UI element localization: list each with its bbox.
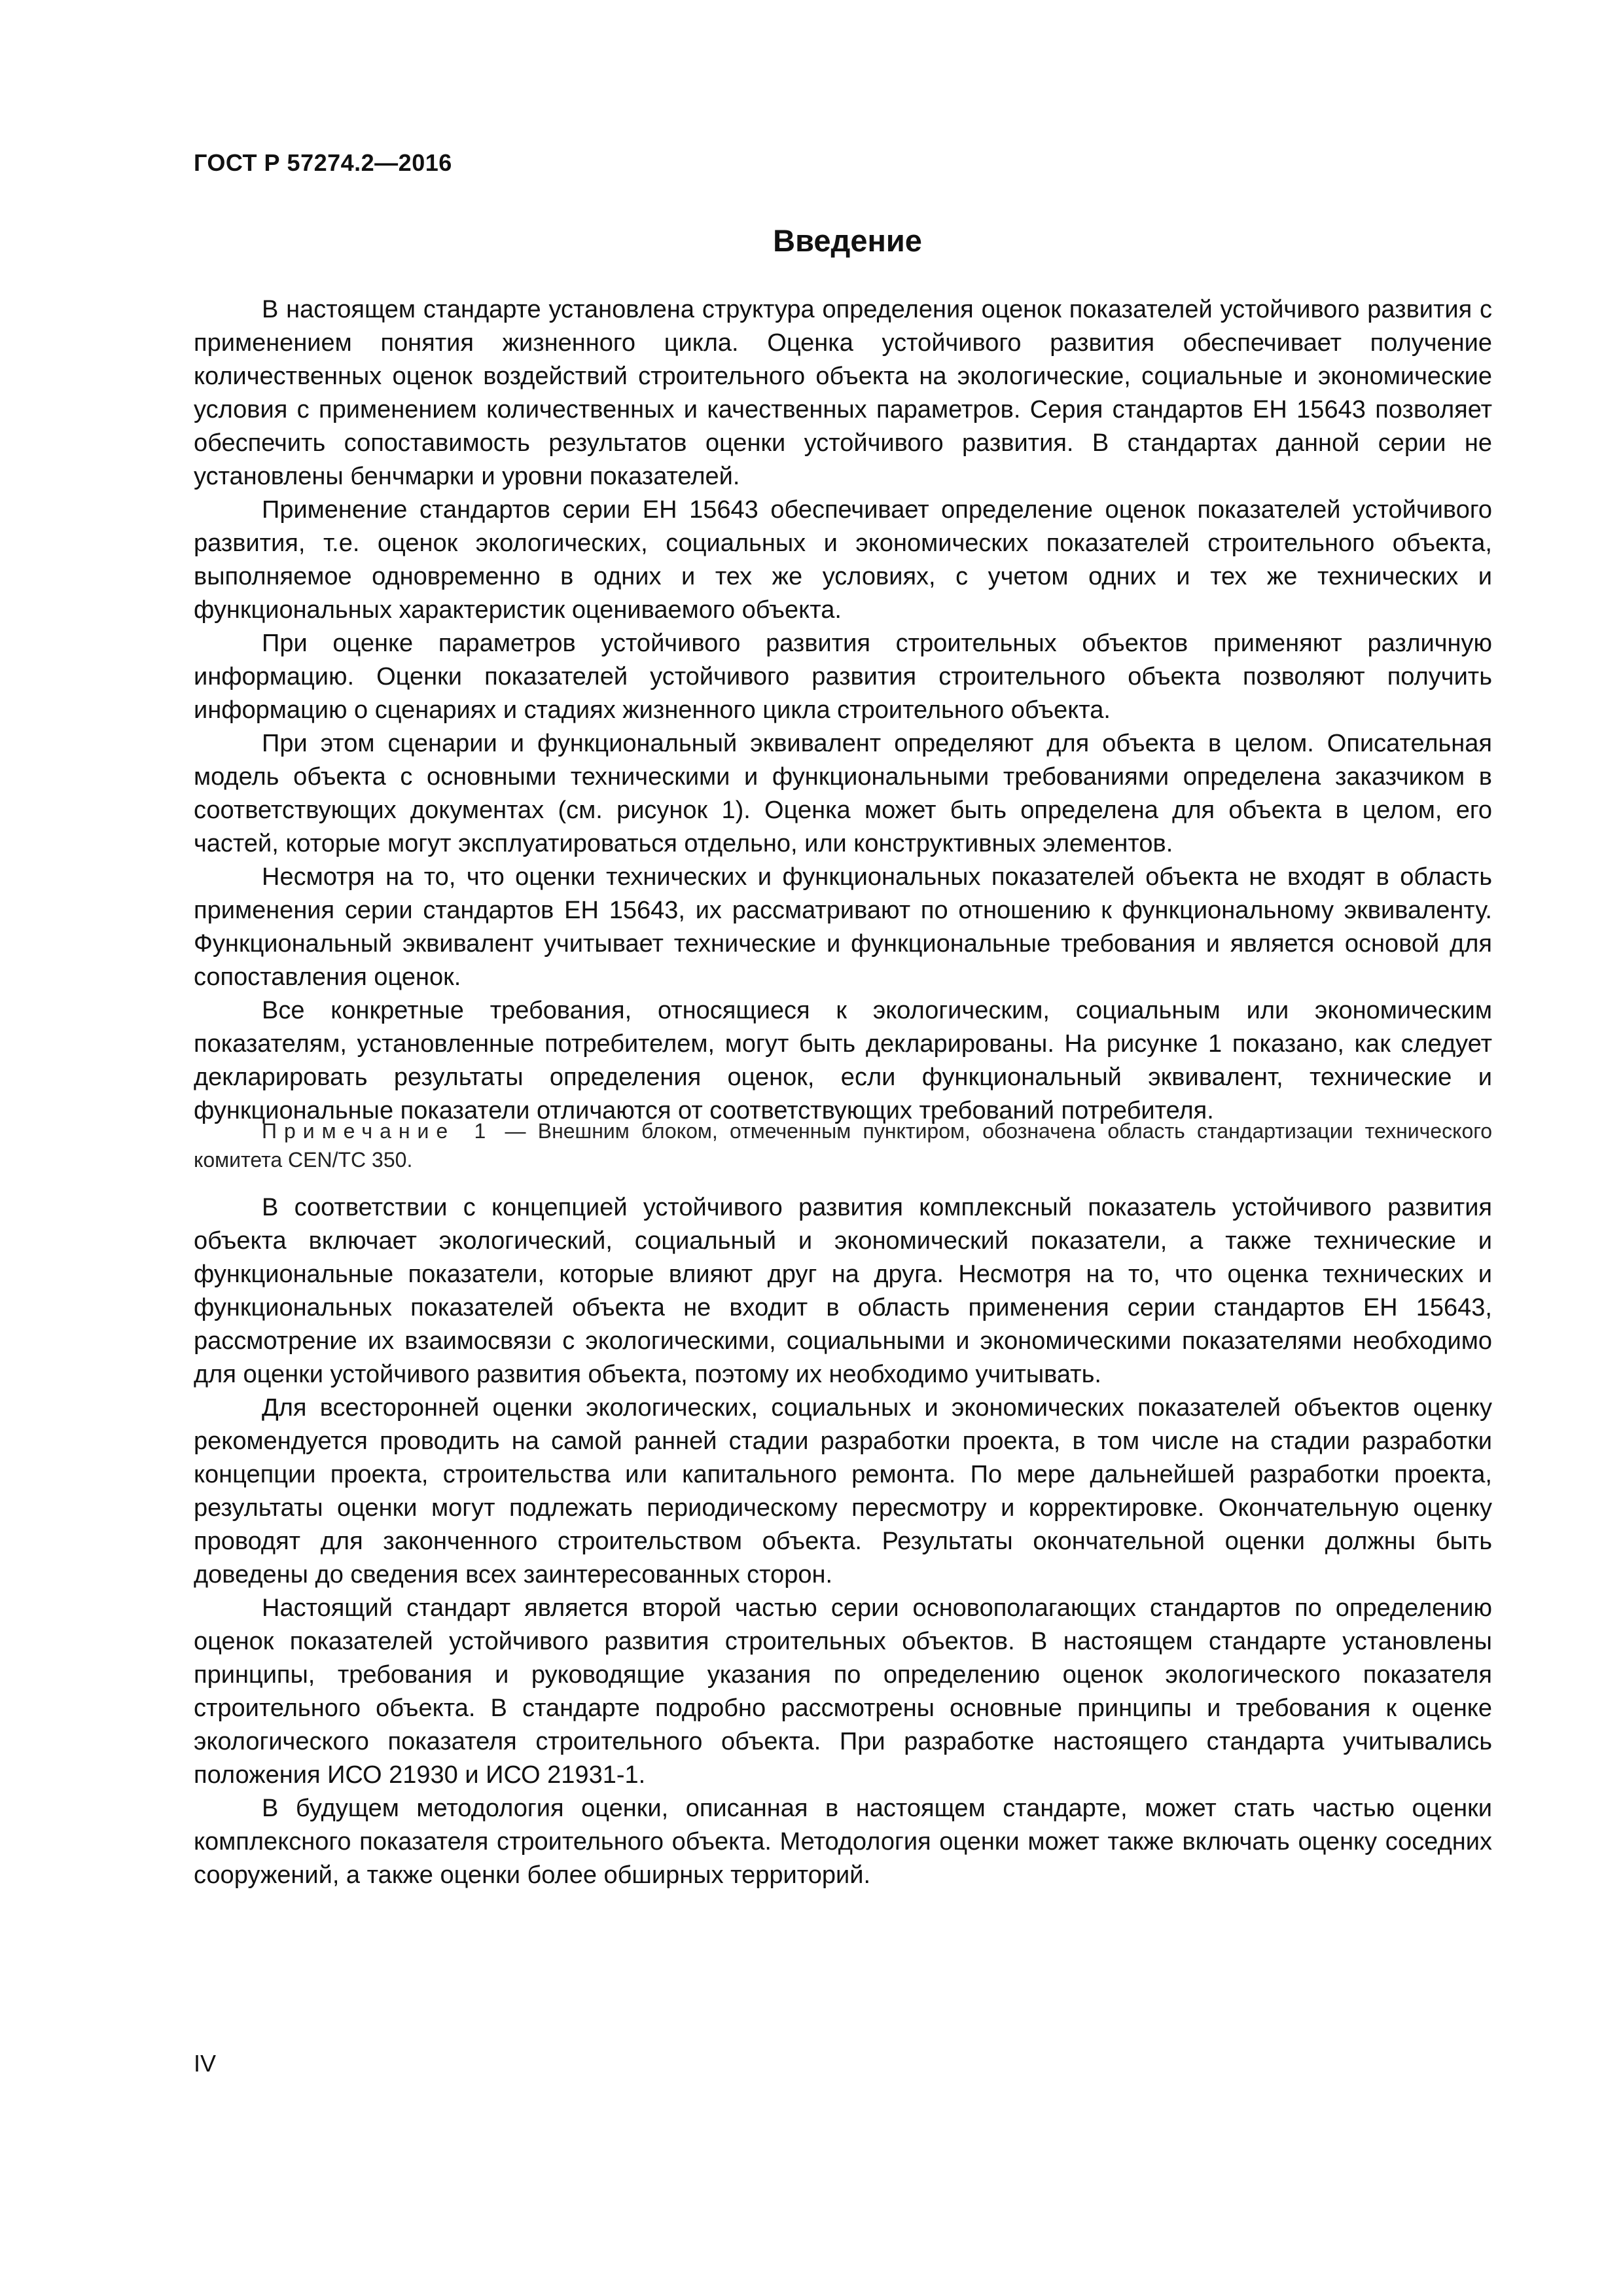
note xyxy=(194,1117,1492,1174)
note-text: — Внешним блоком, отмеченным пунктиром, обозначена область стандартизации технического комитета CEN/TC 350. xyxy=(194,1119,1493,1172)
section-title: Введение xyxy=(773,223,922,258)
paragraph: При оценке параметров устойчивого развития строительных объектов применяют различную информацию. Оценки показателей устойчивого развития строительного объекта позволяют получить информацию о сценариях и стадиях жизненного цикла строительного объекта. xyxy=(194,630,1492,724)
paragraph: Настоящий стандарт является второй частью серии основополагающих стандартов по определению оценок показателей устойчивого развития строительных объектов. В настоящем стандарте установлены принципы, требования и руководящие указания по определению оценок экологического показателя строительного объекта. В стандарте подробно рассмотрены основные принципы и требования к оценке экологического показателя строительного объекта. При разработке настоящего стандарта учитывались положения ИСО 21930 и ИСО 21931-1. xyxy=(194,1594,1492,1789)
paragraph: В настоящем стандарте установлена структура определения оценок показателей устойчивого развития с применением понятия жизненного цикла. Оценка устойчивого развития обеспечивает получение количественных оценок воздействий строительного объекта на экологические, социальные и экономические условия с применением количественных и качественных параметров. Серия стандартов ЕН 15643 позволяет обеспечить сопоставимость результатов оценки устойчивого развития. В стандартах данной серии не установлены бенчмарки и уровни показателей. xyxy=(194,296,1492,490)
introduction-body-part-2 xyxy=(194,1191,1492,1892)
paragraph: В соответствии с концепцией устойчивого развития комплексный показатель устойчивого развития объекта включает экологический, социальный и экономический показатели, а также технические и функциональные показатели, которые влияют друг на друга. Несмотря на то, что оценка технических и функциональных показателей объекта не входит в область применения серии стандартов ЕН 15643, рассмотрение их взаимосвязи с экологическими, социальными и экономическими показателями необходимо для оценки устойчивого развития объекта, поэтому их необходимо учитывать. xyxy=(194,1194,1492,1388)
paragraph: Применение стандартов серии ЕН 15643 обеспечивает определение оценок показателей устойчивого развития, т.е. оценок экологических, социальных и экономических показателей строительного объекта, выполняемое одновременно в одних и тех же условиях, с учетом одних и тех же технических и функциональных характеристик оцениваемого объекта. xyxy=(194,496,1492,624)
paragraph: Для всесторонней оценки экологических, социальных и экономических показателей объектов оценку рекомендуется проводить на самой ранней стадии разработки проекта, в том числе на стадии разработки концепции проекта, строительства или капитального ремонта. По мере дальнейшей разработки проекта, результаты оценки могут подлежать периодическому пересмотру и корректировке. Окончательную оценку проводят для законченного строительством объекта. Результаты окончательной оценки должны быть доведены до сведения всех заинтересованных сторон. xyxy=(194,1394,1492,1588)
paragraph: Несмотря на то, что оценки технических и функциональных показателей объекта не входят в область применения серии стандартов ЕН 15643, их рассматривают по отношению к функциональному эквиваленту. Функциональный эквивалент учитывает технические и функциональные требования и является основой для сопоставления оценок. xyxy=(194,863,1492,991)
paragraph: Все конкретные требования, относящиеся к экологическим, социальным или экономическим показателям, установленные потребителем, могут быть декларированы. На рисунке 1 показано, как следует декларировать результаты определения оценок, если функциональный эквивалент, технические и функциональные показатели отличаются от соответствующих требований потребителя. xyxy=(194,997,1492,1124)
page-number: IV xyxy=(194,2050,217,2077)
note-label: Примечание 1 xyxy=(262,1119,493,1143)
document-code: ГОСТ Р 57274.2—2016 xyxy=(194,149,452,176)
paragraph: В будущем методология оценки, описанная в настоящем стандарте, может стать частью оценки комплексного показателя строительного объекта. Методология оценки может также включать оценку соседних сооружений, а также оценки более обширных территорий. xyxy=(194,1795,1492,1889)
introduction-body-part-1 xyxy=(194,293,1492,1128)
paragraph: При этом сценарии и функциональный эквивалент определяют для объекта в целом. Описательная модель объекта с основными техническими и функциональными требованиями определена заказчиком в соответствующих документах (см. рисунок 1). Оценка может быть определена для объекта в целом, его частей, которые могут эксплуатироваться отдельно, или конструктивных элементов. xyxy=(194,730,1492,857)
